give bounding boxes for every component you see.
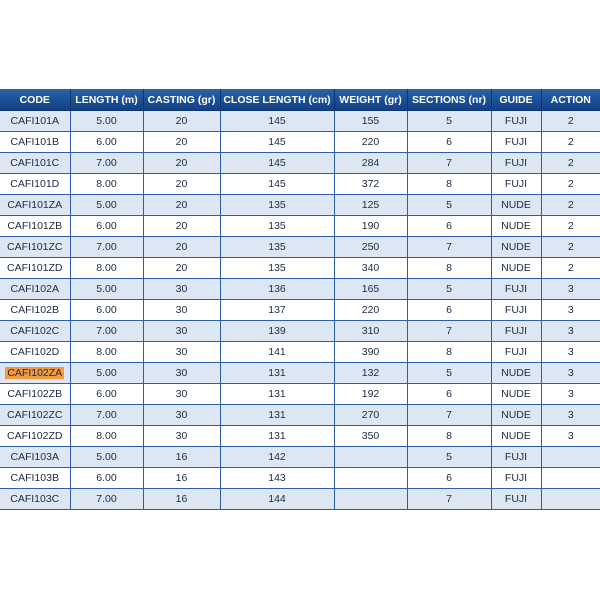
header-weight: WEIGHT (gr) — [334, 89, 407, 111]
cell-close-length: 139 — [220, 321, 334, 342]
cell-close-length: 145 — [220, 111, 334, 132]
cell-close-length: 136 — [220, 279, 334, 300]
cell-guide: FUJI — [491, 489, 541, 510]
cell-casting: 30 — [143, 363, 220, 384]
cell-sections: 7 — [407, 405, 491, 426]
cell-close-length: 135 — [220, 258, 334, 279]
cell-close-length: 135 — [220, 237, 334, 258]
cell-sections: 6 — [407, 216, 491, 237]
cell-close-length: 131 — [220, 384, 334, 405]
table-row — [0, 300, 600, 321]
cell-weight — [334, 468, 407, 489]
cell-sections: 5 — [407, 111, 491, 132]
cell-action: 3 — [541, 342, 600, 363]
cell-weight: 310 — [334, 321, 407, 342]
cell-casting: 30 — [143, 405, 220, 426]
rod-spec-table — [0, 89, 600, 510]
cell-guide: NUDE — [491, 195, 541, 216]
cell-guide: NUDE — [491, 237, 541, 258]
cell-length: 6.00 — [70, 384, 143, 405]
cell-casting: 30 — [143, 300, 220, 321]
table-row — [0, 153, 600, 174]
table-row — [0, 174, 600, 195]
cell-guide: FUJI — [491, 468, 541, 489]
cell-close-length: 143 — [220, 468, 334, 489]
cell-sections: 5 — [407, 279, 491, 300]
cell-length: 5.00 — [70, 447, 143, 468]
cell-weight: 390 — [334, 342, 407, 363]
cell-length: 5.00 — [70, 279, 143, 300]
cell-length: 7.00 — [70, 405, 143, 426]
cell-action: 3 — [541, 279, 600, 300]
cell-weight: 220 — [334, 300, 407, 321]
cell-close-length: 131 — [220, 426, 334, 447]
cell-guide: FUJI — [491, 300, 541, 321]
cell-sections: 6 — [407, 384, 491, 405]
cell-guide: NUDE — [491, 405, 541, 426]
cell-length: 7.00 — [70, 153, 143, 174]
table-row — [0, 279, 600, 300]
cell-weight: 132 — [334, 363, 407, 384]
cell-weight: 155 — [334, 111, 407, 132]
cell-code: CAFI102ZB — [0, 384, 70, 405]
cell-casting: 30 — [143, 321, 220, 342]
cell-length: 6.00 — [70, 216, 143, 237]
cell-length: 8.00 — [70, 342, 143, 363]
cell-sections: 7 — [407, 237, 491, 258]
cell-length: 8.00 — [70, 174, 143, 195]
header-sections: SECTIONS (nr) — [407, 89, 491, 111]
table-row — [0, 426, 600, 447]
cell-guide: FUJI — [491, 447, 541, 468]
cell-casting: 30 — [143, 426, 220, 447]
cell-code: CAFI103C — [0, 489, 70, 510]
cell-guide: FUJI — [491, 174, 541, 195]
cell-length: 8.00 — [70, 258, 143, 279]
table-body — [0, 111, 600, 510]
cell-close-length: 144 — [220, 489, 334, 510]
table-row — [0, 489, 600, 510]
cell-casting: 20 — [143, 132, 220, 153]
cell-code: CAFI101B — [0, 132, 70, 153]
cell-code: CAFI103B — [0, 468, 70, 489]
cell-weight: 125 — [334, 195, 407, 216]
cell-length: 5.00 — [70, 195, 143, 216]
table-row — [0, 258, 600, 279]
cell-casting: 20 — [143, 216, 220, 237]
cell-code: CAFI101ZA — [0, 195, 70, 216]
cell-sections: 5 — [407, 195, 491, 216]
cell-code: CAFI102ZC — [0, 405, 70, 426]
cell-close-length: 131 — [220, 363, 334, 384]
cell-length: 7.00 — [70, 321, 143, 342]
cell-guide: NUDE — [491, 216, 541, 237]
cell-action: 3 — [541, 384, 600, 405]
cell-guide: NUDE — [491, 363, 541, 384]
cell-sections: 7 — [407, 489, 491, 510]
cell-close-length: 145 — [220, 174, 334, 195]
cell-action: 2 — [541, 195, 600, 216]
cell-action: 2 — [541, 237, 600, 258]
cell-sections: 8 — [407, 258, 491, 279]
cell-casting: 30 — [143, 384, 220, 405]
cell-action — [541, 489, 600, 510]
cell-length: 5.00 — [70, 363, 143, 384]
table-row — [0, 447, 600, 468]
cell-close-length: 145 — [220, 132, 334, 153]
cell-code: CAFI102B — [0, 300, 70, 321]
cell-sections: 8 — [407, 174, 491, 195]
table-row — [0, 468, 600, 489]
cell-sections: 5 — [407, 363, 491, 384]
cell-action: 2 — [541, 132, 600, 153]
cell-action: 3 — [541, 426, 600, 447]
cell-action — [541, 468, 600, 489]
cell-length: 7.00 — [70, 237, 143, 258]
cell-code: CAFI101ZC — [0, 237, 70, 258]
cell-weight — [334, 489, 407, 510]
cell-close-length: 135 — [220, 195, 334, 216]
cell-casting: 20 — [143, 153, 220, 174]
cell-guide: NUDE — [491, 258, 541, 279]
cell-action — [541, 447, 600, 468]
cell-code: CAFI101ZB — [0, 216, 70, 237]
cell-code: CAFI101D — [0, 174, 70, 195]
cell-sections: 5 — [407, 447, 491, 468]
cell-action: 3 — [541, 363, 600, 384]
cell-code — [0, 363, 70, 384]
cell-casting: 20 — [143, 111, 220, 132]
header-code: CODE — [0, 89, 70, 111]
cell-weight: 340 — [334, 258, 407, 279]
cell-guide: FUJI — [491, 111, 541, 132]
table-header-row — [0, 89, 600, 111]
cell-casting: 30 — [143, 342, 220, 363]
table-row — [0, 237, 600, 258]
cell-sections: 8 — [407, 342, 491, 363]
cell-close-length: 135 — [220, 216, 334, 237]
cell-action: 3 — [541, 321, 600, 342]
cell-length: 6.00 — [70, 468, 143, 489]
cell-casting: 20 — [143, 258, 220, 279]
cell-action: 2 — [541, 216, 600, 237]
cell-close-length: 141 — [220, 342, 334, 363]
cell-guide: NUDE — [491, 426, 541, 447]
spec-table-container — [0, 89, 600, 510]
cell-weight: 165 — [334, 279, 407, 300]
cell-close-length: 142 — [220, 447, 334, 468]
table-row — [0, 363, 600, 384]
cell-guide: FUJI — [491, 132, 541, 153]
cell-code: CAFI102C — [0, 321, 70, 342]
cell-action: 3 — [541, 300, 600, 321]
cell-casting: 16 — [143, 468, 220, 489]
cell-casting: 16 — [143, 489, 220, 510]
cell-sections: 8 — [407, 426, 491, 447]
cell-casting: 20 — [143, 195, 220, 216]
cell-sections: 6 — [407, 132, 491, 153]
cell-weight: 190 — [334, 216, 407, 237]
cell-code: CAFI101A — [0, 111, 70, 132]
cell-sections: 7 — [407, 321, 491, 342]
cell-weight: 270 — [334, 405, 407, 426]
cell-casting: 20 — [143, 237, 220, 258]
table-row — [0, 405, 600, 426]
cell-guide: FUJI — [491, 321, 541, 342]
cell-casting: 16 — [143, 447, 220, 468]
table-row — [0, 132, 600, 153]
cell-action: 2 — [541, 174, 600, 195]
cell-code: CAFI102D — [0, 342, 70, 363]
cell-code: CAFI103A — [0, 447, 70, 468]
cell-action: 2 — [541, 153, 600, 174]
cell-action: 3 — [541, 405, 600, 426]
cell-guide: FUJI — [491, 279, 541, 300]
cell-sections: 6 — [407, 300, 491, 321]
cell-code: CAFI101ZD — [0, 258, 70, 279]
cell-guide: NUDE — [491, 384, 541, 405]
cell-length: 8.00 — [70, 426, 143, 447]
cell-code: CAFI101C — [0, 153, 70, 174]
cell-sections: 7 — [407, 153, 491, 174]
cell-length: 5.00 — [70, 111, 143, 132]
cell-length: 6.00 — [70, 132, 143, 153]
highlighted-code: CAFI102ZA — [7, 367, 63, 379]
cell-casting: 20 — [143, 174, 220, 195]
cell-length: 7.00 — [70, 489, 143, 510]
cell-close-length: 145 — [220, 153, 334, 174]
cell-guide: FUJI — [491, 153, 541, 174]
table-row — [0, 216, 600, 237]
cell-weight: 192 — [334, 384, 407, 405]
table-row — [0, 342, 600, 363]
cell-weight: 220 — [334, 132, 407, 153]
cell-guide: FUJI — [491, 342, 541, 363]
cell-length: 6.00 — [70, 300, 143, 321]
cell-weight — [334, 447, 407, 468]
header-close-length: CLOSE LENGTH (cm) — [220, 89, 334, 111]
cell-close-length: 137 — [220, 300, 334, 321]
cell-close-length: 131 — [220, 405, 334, 426]
cell-action: 2 — [541, 111, 600, 132]
table-row — [0, 111, 600, 132]
cell-weight: 250 — [334, 237, 407, 258]
cell-casting: 30 — [143, 279, 220, 300]
header-action: ACTION — [541, 89, 600, 111]
cell-code: CAFI102ZD — [0, 426, 70, 447]
cell-weight: 372 — [334, 174, 407, 195]
cell-code: CAFI102A — [0, 279, 70, 300]
header-guide: GUIDE — [491, 89, 541, 111]
cell-sections: 6 — [407, 468, 491, 489]
table-row — [0, 384, 600, 405]
header-casting: CASTING (gr) — [143, 89, 220, 111]
table-row — [0, 321, 600, 342]
cell-weight: 284 — [334, 153, 407, 174]
table-row — [0, 195, 600, 216]
cell-action: 2 — [541, 258, 600, 279]
header-length: LENGTH (m) — [70, 89, 143, 111]
cell-weight: 350 — [334, 426, 407, 447]
